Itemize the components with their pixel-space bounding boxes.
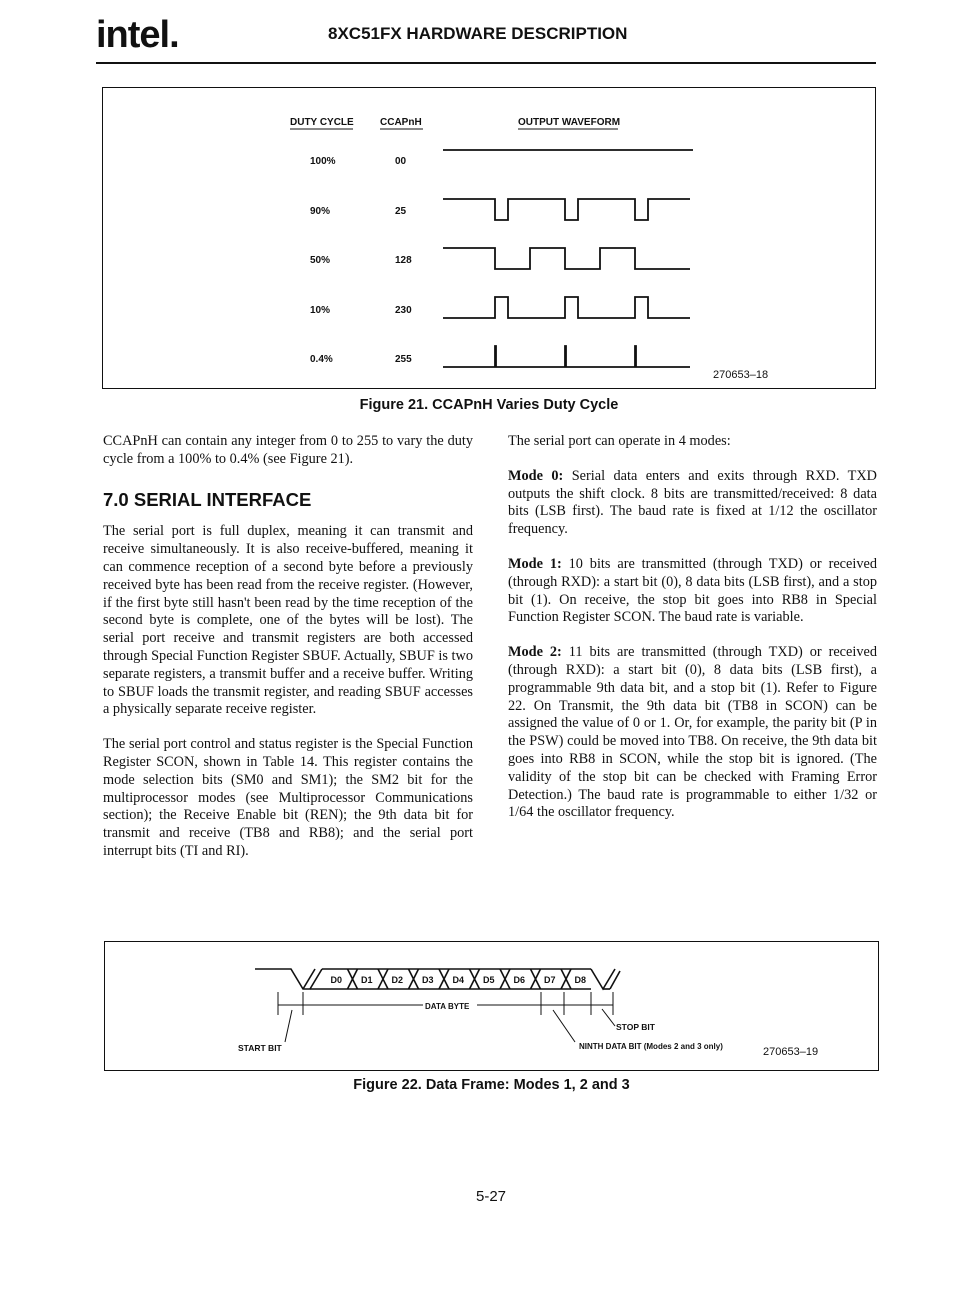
ccapnh-value: 230	[395, 305, 412, 316]
ccapnh-value: 128	[395, 255, 412, 266]
data-byte-label: DATA BYTE	[425, 1002, 470, 1011]
intel-logo: intel.	[96, 14, 179, 56]
mode-2-end: the oscillator frequency.	[533, 804, 675, 821]
waveform-0-4	[443, 346, 690, 367]
mode-2-text: 11 bits are transmitted (through TXD) or received (through RXD): a start bit (0), 8 data bits (LSB first), a programmable 9th data bit, and a stop bit (1). Refer to Figure 22. On Transmit, the 9th data bit (TB8 in SCON) can be assigned the value of 0 or 1. Or, for example, the parity bit (P in the PSW) could be moved into TB8. On receive, the 9th data bit goes into RB8 in SCON, while the stop bit is ignored. (The validity of the stop bit can be checked with Framing Error Detection.) The baud rate is programmable to either	[508, 644, 877, 803]
page-number: 5-27	[476, 1188, 507, 1205]
section-heading-serial-interface: 7.0 SERIAL INTERFACE	[103, 488, 312, 510]
duty-cycle-value: 0.4%	[310, 354, 333, 365]
mode-1-paragraph	[508, 556, 877, 627]
document-title: 8XC51FX HARDWARE DESCRIPTION	[328, 24, 628, 43]
data-bit-label: D1	[360, 975, 373, 985]
header-rule	[96, 62, 876, 64]
data-bit-label: D4	[452, 975, 465, 985]
waveform-90	[443, 199, 690, 220]
col-header-output-waveform: OUTPUT WAVEFORM	[518, 117, 621, 128]
figure-21-id: 270653–18	[713, 369, 769, 381]
mode-1-text: 10 bits are transmitted (through TXD) or received (through RXD): a start bit (0), 8 data bits (LSB first), and a stop bit (1). On receive, the stop bit goes into RB8 in Special Function Register SCON. The baud rate is variable.	[508, 555, 877, 626]
mode-0-paragraph	[508, 468, 877, 539]
data-bit-label: D7	[543, 975, 556, 985]
figure-21-box	[102, 87, 876, 389]
serial-paragraph-2: The serial port control and status register is the Special Function Register SCON, shown in Table 14. This register contains the mode selection bits (SM0 and SM1); the SM2 bit for the multiprocessor modes (see Multiprocessor Communications section); the Receive Enable bit (REN); the 9th data bit for transmit and receive (TB8 and RB8); and the serial port interrupt bits (TI and RI).	[103, 736, 473, 859]
col-header-duty-cycle: DUTY CYCLE	[290, 117, 354, 128]
data-bit-label: D0	[330, 975, 343, 985]
mode-2-label: Mode 2:	[508, 644, 562, 661]
serial-paragraph-1: The serial port is full duplex, meaning it can transmit and receive simultaneously. It is also receive-buffered, meaning it can commence reception of a second byte before a previously received byte has been read from the receive register. (However, if the first byte still hasn't been read by the time reception of the second byte is complete, one of the bytes will be lost). The serial port receive and transmit registers are both accessed through Special Function Register SBUF. Actually, SBUF is two separate registers, a transmit buffer and a receive buffer. Writing to SBUF loads the transmit register, and reading SBUF accesses a physically separate receive register.	[103, 523, 473, 718]
data-bit-label: D8	[574, 975, 587, 985]
ccapnh-value: 25	[395, 206, 407, 217]
data-bit-label: D5	[482, 975, 495, 985]
figure-21-diagram	[103, 88, 875, 388]
data-bit-label: D3	[421, 975, 434, 985]
mode-0-text: Serial data enters and exits through RXD. TXD outputs the shift clock. 8 bits are transmitted/received: 8 data bits (LSB first). The baud rate is fixed at 1/12 the oscillator frequency.	[508, 467, 877, 538]
fraction-1-32: 1/32	[833, 786, 859, 803]
modes-intro: The serial port can operate in 4 modes:	[508, 433, 731, 449]
waveform-50	[443, 248, 690, 269]
data-bit-label: D6	[513, 975, 526, 985]
mode-1-label: Mode 1:	[508, 555, 562, 572]
ccapnh-paragraph: CCAPnH can contain any integer from 0 to 255 to vary the duty cycle from a 100% to 0.4% (see Figure 21).	[103, 433, 473, 467]
figure-22-id: 270653–19	[763, 1046, 819, 1058]
duty-cycle-value: 50%	[310, 255, 331, 266]
or-word: or	[858, 786, 877, 803]
ccapnh-value: 255	[395, 354, 412, 365]
waveform-10	[443, 297, 690, 318]
right-column	[508, 433, 877, 839]
duty-cycle-value: 100%	[310, 156, 336, 167]
stop-bit-label: STOP BIT	[616, 1022, 655, 1032]
start-bit-label: START BIT	[238, 1043, 282, 1053]
col-header-ccapnh: CCAPnH	[380, 117, 422, 128]
ccapnh-value: 00	[395, 156, 407, 167]
fraction-1-64: 1/64	[508, 804, 534, 821]
figure-22-box	[104, 941, 879, 1071]
data-bit-label: D2	[391, 975, 404, 985]
duty-cycle-value: 90%	[310, 206, 331, 217]
ninth-data-bit-label: NINTH DATA BIT (Modes 2 and 3 only)	[579, 1042, 723, 1051]
mode-2-paragraph	[508, 644, 877, 822]
figure-21-caption: Figure 21. CCAPnH Varies Duty Cycle	[359, 397, 619, 413]
duty-cycle-value: 10%	[310, 305, 331, 316]
left-column	[103, 433, 473, 878]
figure-22-caption: Figure 22. Data Frame: Modes 1, 2 and 3	[353, 1077, 630, 1093]
mode-0-label: Mode 0:	[508, 467, 564, 484]
